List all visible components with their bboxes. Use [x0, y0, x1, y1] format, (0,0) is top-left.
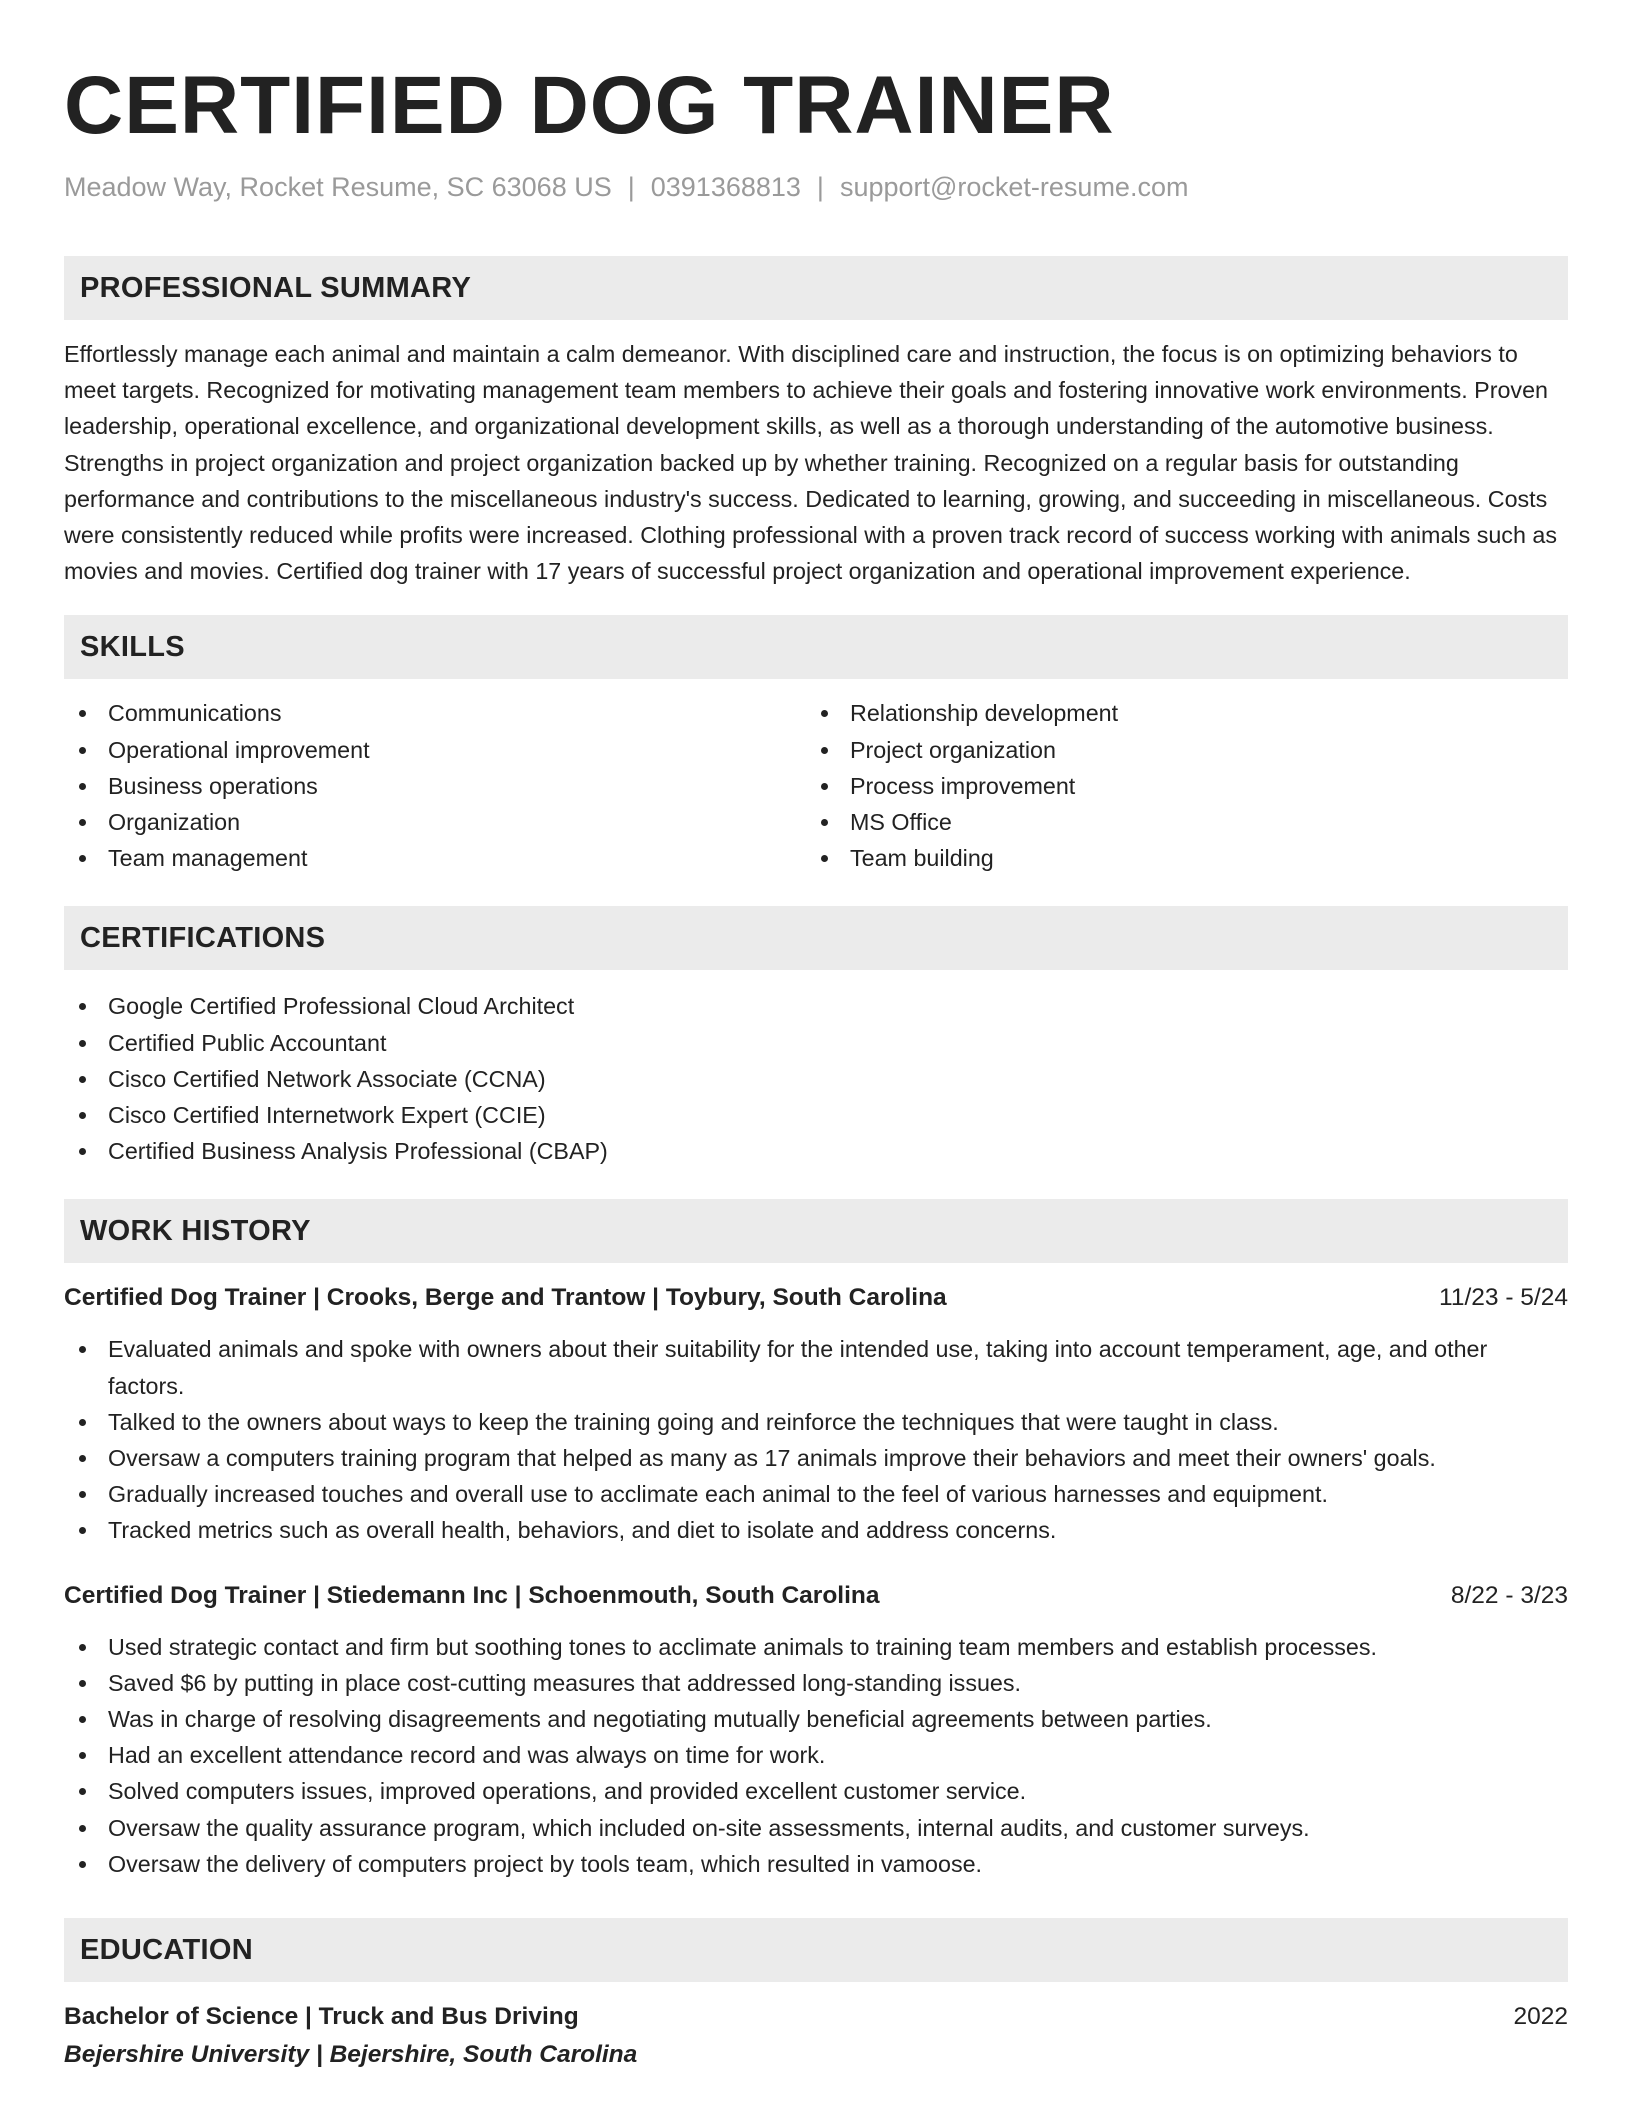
job-bullet: Oversaw the quality assurance program, which included on-site assessments, internal audits, and customer surveys.: [64, 1810, 1568, 1846]
job-bullet: Was in charge of resolving disagreements and negotiating mutually beneficial agreements between parties.: [64, 1701, 1568, 1737]
job-title: Certified Dog Trainer | Crooks, Berge and Trantow | Toybury, South Carolina: [64, 1284, 947, 1312]
job-entry: [64, 1579, 1568, 1882]
contact-email: support@rocket-resume.com: [839, 172, 1189, 202]
skill-item: Team building: [806, 840, 1548, 876]
job-header: [64, 1579, 1568, 1613]
contact-separator: |: [627, 172, 635, 202]
certifications-list: [64, 988, 1568, 1169]
skill-item: Relationship development: [806, 695, 1548, 731]
job-bullets: [64, 1629, 1568, 1882]
job-bullet: Gradually increased touches and overall use to acclimate each animal to the feel of various harnesses and equipment.: [64, 1476, 1568, 1512]
education-header: [64, 2000, 1568, 2034]
education-heading: EDUCATION: [64, 1918, 1568, 1982]
skill-item: Process improvement: [806, 768, 1548, 804]
job-dates: 8/22 - 3/23: [1450, 1581, 1568, 1609]
skill-item: Communications: [64, 695, 806, 731]
certifications-heading: CERTIFICATIONS: [64, 906, 1568, 970]
education-degree: Bachelor of Science | Truck and Bus Driving: [64, 2003, 579, 2031]
skills-grid: [64, 695, 1568, 876]
resume-name: CERTIFIED DOG TRAINER: [64, 60, 1115, 151]
job-bullet: Evaluated animals and spoke with owners about their suitability for the intended use, taking into account temperament, age, and other factors.: [64, 1331, 1568, 1403]
job-bullet: Used strategic contact and firm but soothing tones to acclimate animals to training team members and establish processes.: [64, 1629, 1568, 1665]
skills-heading: SKILLS: [64, 615, 1568, 679]
skill-item: Project organization: [806, 732, 1548, 768]
job-header: [64, 1281, 1568, 1315]
job-entry: [64, 1281, 1568, 1548]
job-bullet: Solved computers issues, improved operations, and provided excellent customer service.: [64, 1773, 1568, 1809]
certification-item: Cisco Certified Internetwork Expert (CCIE): [64, 1097, 1568, 1133]
certification-item: Certified Business Analysis Professional (CBAP): [64, 1133, 1568, 1169]
skills-left-list: [64, 695, 806, 876]
education-school: Bejershire University | Bejershire, South Carolina: [64, 2041, 638, 2069]
skill-item: Business operations: [64, 768, 806, 804]
job-title: Certified Dog Trainer | Stiedemann Inc | Schoenmouth, South Carolina: [64, 1581, 880, 1609]
job-dates: 11/23 - 5/24: [1439, 1284, 1568, 1312]
certification-item: Certified Public Accountant: [64, 1025, 1568, 1061]
skill-item: Organization: [64, 804, 806, 840]
certification-item: Google Certified Professional Cloud Architect: [64, 988, 1568, 1024]
contact-phone: 0391368813: [650, 172, 801, 202]
skill-item: Operational improvement: [64, 732, 806, 768]
work-history-heading: WORK HISTORY: [64, 1199, 1568, 1263]
summary-text: Effortlessly manage each animal and maintain a calm demeanor. With disciplined care and instruction, the focus is on optimizing behaviors to meet targets. Recognized for motivating management team members to achieve their goals and fostering innovative work environments. Proven leadership, operational excellence, and organizational development skills, as well as a thorough understanding of the automotive business. Strengths in project organization and project organization backed up by whether training. Recognized on a regular basis for outstanding performance and contributions to the miscellaneous industry's success. Dedicated to learning, growing, and succeeding in miscellaneous. Costs were consistently reduced while profits were increased. Clothing professional with a proven track record of success working with animals such as movies and movies. Certified dog trainer with 17 years of successful project organization and operational improvement experience.: [64, 341, 1557, 585]
skill-item: Team management: [64, 840, 806, 876]
contact-address: Meadow Way, Rocket Resume, SC 63068 US: [64, 172, 612, 202]
job-bullet: Had an excellent attendance record and was always on time for work.: [64, 1737, 1568, 1773]
job-bullet: Saved $6 by putting in place cost-cutting measures that addressed long-standing issues.: [64, 1665, 1568, 1701]
summary-heading: PROFESSIONAL SUMMARY: [64, 256, 1568, 320]
job-bullets: [64, 1331, 1568, 1548]
skill-item: MS Office: [806, 804, 1548, 840]
certification-item: Cisco Certified Network Associate (CCNA): [64, 1061, 1568, 1097]
job-bullet: Tracked metrics such as overall health, behaviors, and diet to isolate and address concerns.: [64, 1512, 1568, 1548]
contact-line: [64, 170, 1568, 204]
job-bullet: Oversaw the delivery of computers project by tools team, which resulted in vamoose.: [64, 1846, 1568, 1882]
skills-right-list: [806, 695, 1548, 876]
contact-separator: |: [816, 172, 824, 202]
education-year: 2022: [1513, 2003, 1568, 2031]
job-bullet: Talked to the owners about ways to keep the training going and reinforce the techniques that were taught in class.: [64, 1404, 1568, 1440]
job-bullet: Oversaw a computers training program that helped as many as 17 animals improve their behaviors and meet their owners' goals.: [64, 1440, 1568, 1476]
